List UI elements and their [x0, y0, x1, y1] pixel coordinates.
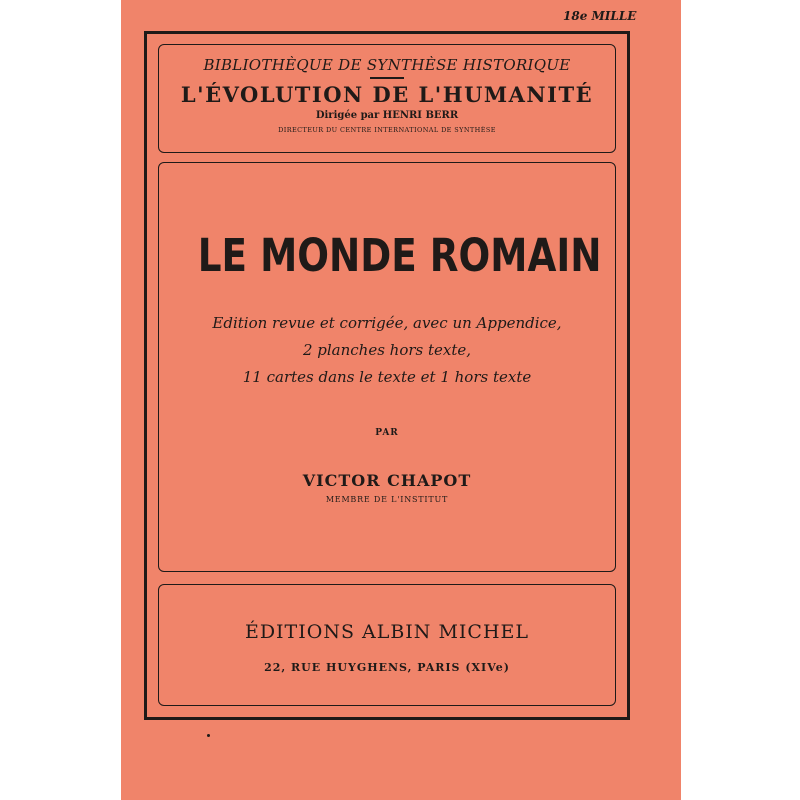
publisher-address: 22, RUE HUYGHENS, PARIS (XIVe): [264, 661, 510, 674]
author-name: VICTOR CHAPOT: [302, 471, 472, 490]
paper-speck: [207, 734, 210, 737]
collection-title: L'ÉVOLUTION DE L'HUMANITÉ: [180, 82, 594, 107]
book-title: LE MONDE ROMAIN: [197, 229, 602, 282]
subtitle-line: Edition revue et corrigée, avec un Appendice,: [212, 314, 562, 332]
publisher-name: ÉDITIONS ALBIN MICHEL: [244, 621, 530, 643]
edition-mark: 18e MILLE: [563, 9, 637, 23]
title-panel: [158, 162, 616, 572]
subtitle-line: 11 cartes dans le texte et 1 hors texte: [242, 368, 532, 386]
series-director-role: DIRECTEUR DU CENTRE INTERNATIONAL DE SYNTHÈSE: [278, 126, 496, 134]
publisher-panel: [158, 584, 616, 706]
series-director: Dirigée par HENRI BERR: [315, 110, 459, 121]
subtitle-line: 2 planches hors texte,: [302, 341, 472, 359]
series-panel: [158, 44, 616, 153]
series-rule: [370, 77, 404, 79]
par-label: PAR: [375, 428, 399, 438]
series-name: BIBLIOTHÈQUE DE SYNTHÈSE HISTORIQUE: [203, 56, 571, 74]
author-role: MEMBRE DE L'INSTITUT: [325, 495, 449, 504]
